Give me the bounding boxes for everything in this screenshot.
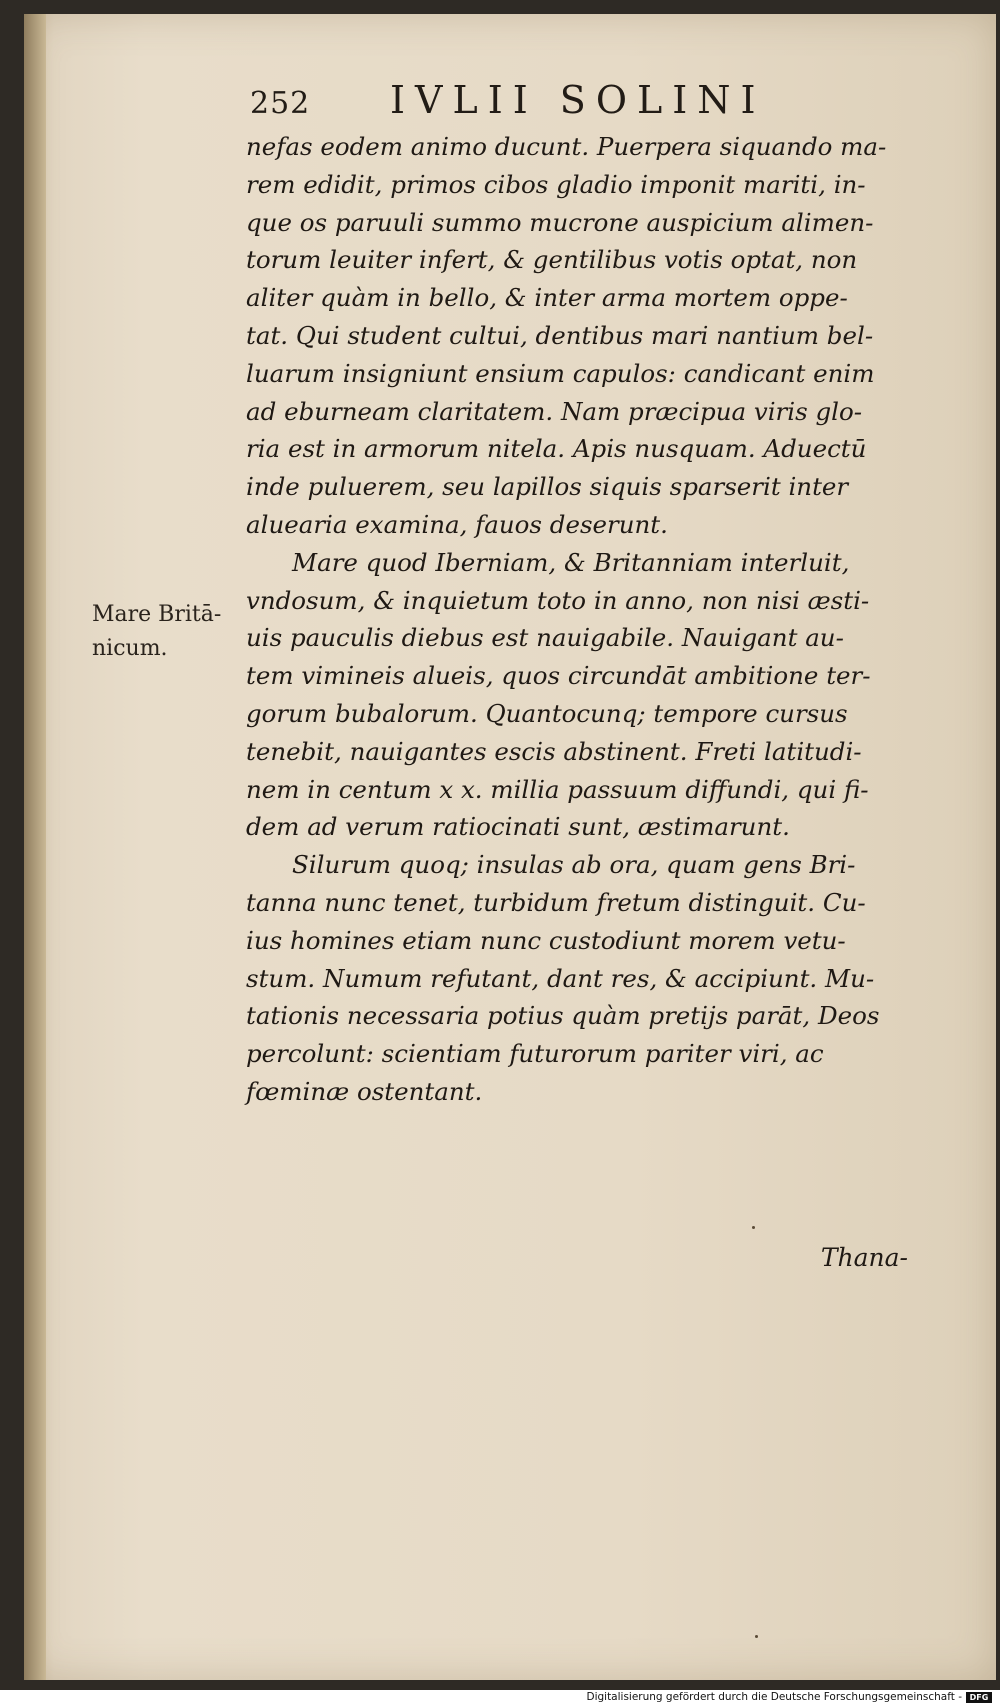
- catchword: Thana-: [820, 1243, 908, 1272]
- digitization-footer: [0, 1690, 1000, 1706]
- margin-note: [92, 598, 242, 666]
- text-line: tat. Qui student cultui, dentibus mari nantium bel-: [246, 320, 874, 350]
- text-line: fœminæ ostentant.: [246, 1076, 483, 1106]
- text-line: tem vimineis alueis, quos circundāt ambitione ter-: [246, 661, 871, 691]
- text-line: tanna nunc tenet, turbidum fretum distinguit. Cu-: [246, 887, 866, 917]
- text-line: nefas eodem animo ducunt. Puerpera siquando ma-: [246, 132, 887, 161]
- dfg-logo: DFG: [966, 1692, 992, 1703]
- margin-note-line: nicum.: [92, 636, 168, 661]
- funding-credit: Digitalisierung gefördert durch die Deutsche Forschungsgemeinschaft -: [586, 1691, 962, 1703]
- text-line: rem edidit, primos cibos gladio imponit mariti, in-: [246, 169, 866, 199]
- page-gutter-edge: [24, 14, 46, 1680]
- paper-speck: [752, 1226, 755, 1229]
- text-line: inde puluerem, seu lapillos siquis sparserit inter: [246, 472, 849, 502]
- text-line: ria est in armorum nitela. Apis nusquam. Aduectū: [246, 434, 867, 464]
- text-line: torum leuiter infert, & gentilibus votis optat, non: [246, 245, 858, 275]
- text-line: tationis necessaria potius quàm pretijs parāt, Deos: [246, 1001, 880, 1031]
- text-line: luarum insigniunt ensium capulos: candicant enim: [246, 358, 875, 388]
- paragraph-start-line: Mare quod Iberniam, & Britanniam interluit,: [292, 547, 850, 577]
- paragraph-start-line: Silurum quoq; insulas ab ora, quam gens Bri-: [292, 850, 856, 880]
- text-line: percolunt: scientiam futurorum pariter viri, ac: [246, 1039, 824, 1069]
- text-line: ad eburneam claritatem. Nam præcipua viris glo-: [246, 396, 863, 426]
- text-line: gorum bubalorum. Quantocunq; tempore cursus: [246, 698, 848, 728]
- page-header: [240, 72, 840, 122]
- text-line: dem ad verum ratiocinati sunt, æstimarunt.: [246, 812, 790, 842]
- text-line: tenebit, nauigantes escis abstinent. Freti latitudi-: [246, 736, 862, 766]
- text-line: ius homines etiam nunc custodiunt morem vetu-: [246, 925, 846, 955]
- text-line: vndosum, & inquietum toto in anno, non nisi æsti-: [246, 585, 870, 615]
- text-line: nem in centum x x. millia passuum diffundi, qui fi-: [246, 774, 869, 804]
- paper-speck: [755, 1635, 758, 1638]
- text-line: stum. Numum refutant, dant res, & accipiunt. Mu-: [246, 963, 875, 993]
- text-line: aluearia examina, fauos deserunt.: [246, 509, 668, 539]
- page-number: 252: [250, 86, 311, 121]
- text-line: uis pauculis diebus est nauigabile. Nauigant au-: [246, 623, 844, 653]
- margin-note-line: Mare Britā-: [92, 602, 222, 627]
- text-line: que os paruuli summo mucrone auspicium alimen-: [246, 207, 874, 237]
- running-title: IVLII SOLINI: [390, 78, 766, 122]
- body-text: [246, 128, 946, 1111]
- text-line: aliter quàm in bello, & inter arma mortem oppe-: [246, 283, 848, 313]
